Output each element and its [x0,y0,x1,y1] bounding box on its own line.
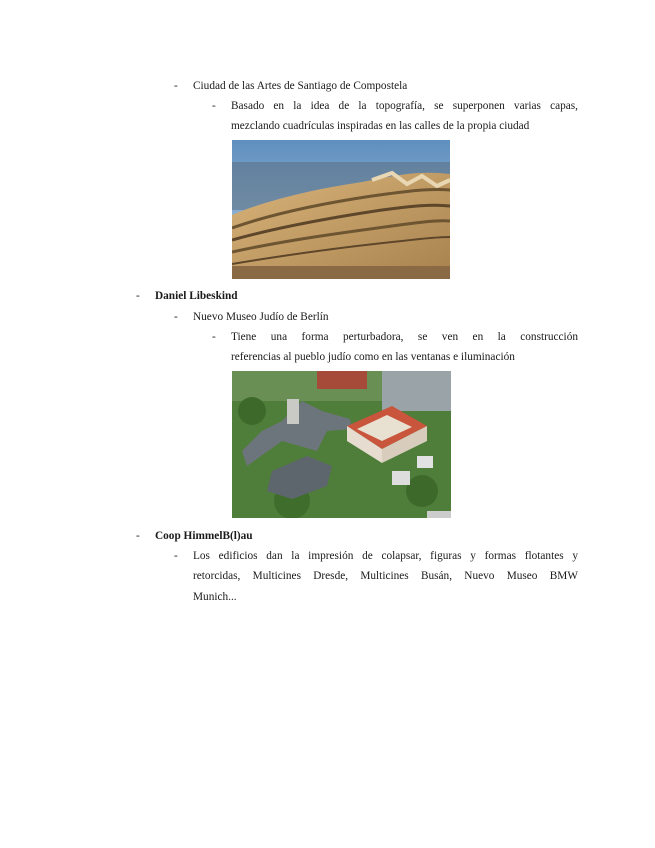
libeskind-desc-line2: referencias al pueblo judío como en las ventanas e iluminación [231,351,515,363]
ciudad-desc-line2: mezclando cuadrículas inspiradas en las calles de la propia ciudad [231,120,530,132]
bullet-dash: - [174,80,178,92]
bullet-dash: - [136,290,140,302]
libeskind-name: Daniel Libeskind [155,290,238,302]
museo-judio-photo [232,371,451,518]
bullet-dash: - [212,100,216,112]
libeskind-work: Nuevo Museo Judío de Berlín [193,311,329,323]
bullet-dash: - [174,311,178,323]
bullet-dash: - [212,331,216,343]
ciudad-photo [232,140,450,279]
bullet-dash: - [174,550,178,562]
coop-desc-line3: Munich... [193,591,237,603]
ciudad-title: Ciudad de las Artes de Santiago de Compostela [193,80,408,92]
coop-desc-line1: Los edificios dan la impresión de colapsar, figuras y formas flotantes y [193,550,578,562]
libeskind-desc-line1: Tiene una forma perturbadora, se ven en la construcción [231,331,578,343]
bullet-dash: - [136,530,140,542]
ciudad-desc-line1: Basado en la idea de la topografía, se superponen varias capas, [231,100,578,112]
coop-desc-line2: retorcidas, Multicines Dresde, Multicines Busán, Nuevo Museo BMW [193,570,578,582]
coop-name: Coop HimmelB(l)au [155,530,253,542]
